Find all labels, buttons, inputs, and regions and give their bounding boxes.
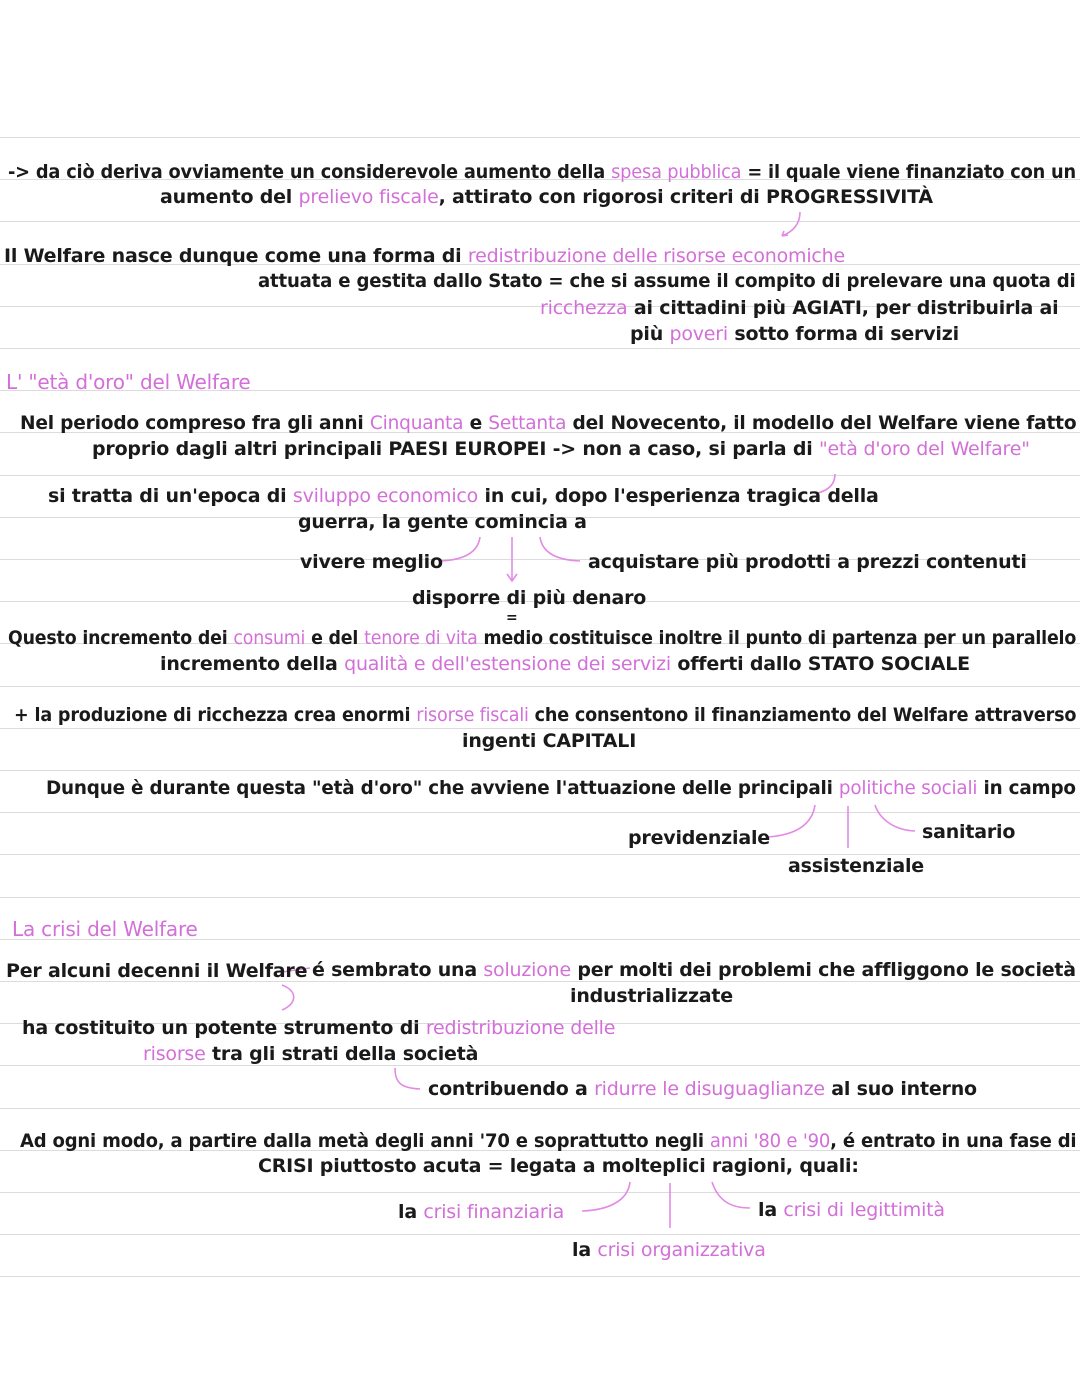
text-run: Il Welfare nasce dunque come una forma di bbox=[4, 245, 468, 267]
text-run: offerti dallo STATO SOCIALE bbox=[670, 653, 970, 675]
highlight-crisi-organizzativa: crisi organizzativa bbox=[597, 1239, 766, 1261]
text-run: del Novecento, il modello del Welfare viene fatto bbox=[566, 412, 1077, 434]
text-run: Ad ogni modo, a partire dalla metà degli anni '70 e soprattutto negli bbox=[20, 1130, 710, 1152]
arrow-previdenziale bbox=[768, 805, 815, 837]
text-run: , attirato con rigorosi criteri di PROGRESSIVITÀ bbox=[438, 186, 933, 208]
text-run: in campo bbox=[977, 777, 1076, 799]
text-line bbox=[46, 776, 1076, 800]
text-line bbox=[48, 484, 879, 508]
text-run: la bbox=[572, 1239, 598, 1261]
text-run: Questo incremento dei bbox=[8, 627, 234, 649]
text-line: sanitario bbox=[922, 821, 1016, 843]
text-line: industrializzate bbox=[570, 985, 733, 1007]
highlight-crisi-legittimita: crisi di legittimità bbox=[783, 1199, 945, 1221]
highlight-soluzione: soluzione bbox=[483, 959, 571, 981]
text-run: in cui, dopo l'esperienza tragica della bbox=[478, 485, 879, 507]
ruled-line bbox=[0, 1276, 1080, 1277]
text-run: al suo interno bbox=[824, 1078, 977, 1100]
text-line bbox=[8, 626, 1076, 650]
highlight-risorse: risorse bbox=[143, 1043, 206, 1065]
text-line: guerra, la gente comincia a bbox=[298, 511, 587, 533]
text-run: tra gli strati della società bbox=[205, 1043, 479, 1065]
text-line bbox=[143, 1042, 478, 1066]
text-run: la bbox=[758, 1199, 784, 1221]
ruled-line bbox=[0, 1192, 1080, 1193]
text-line: assistenziale bbox=[788, 855, 924, 877]
equals-sign: = bbox=[506, 610, 518, 626]
section-heading: La crisi del Welfare bbox=[12, 917, 198, 941]
text-line bbox=[4, 244, 845, 268]
text-run: é sembrato una bbox=[312, 959, 484, 981]
text-line bbox=[540, 296, 1058, 320]
text-line bbox=[428, 1077, 977, 1101]
ruled-line bbox=[0, 770, 1080, 771]
text-run: ai cittadini più AGIATI, per distribuirla ai bbox=[627, 297, 1059, 319]
text-run: e bbox=[463, 412, 489, 434]
ruled-line bbox=[0, 1108, 1080, 1109]
arrow-crisi-legittimita bbox=[712, 1182, 750, 1208]
highlight-spesa-pubblica: spesa pubblica bbox=[611, 161, 742, 183]
text-line bbox=[22, 1016, 615, 1040]
text-run: contribuendo a bbox=[428, 1078, 595, 1100]
arrow-acquistare bbox=[540, 537, 580, 561]
highlight-ricchezza: ricchezza bbox=[540, 297, 628, 319]
arrow-contribuendo bbox=[395, 1068, 420, 1089]
highlight-anni-80-90: anni '80 e '90 bbox=[709, 1130, 831, 1152]
text-run: + la produzione di ricchezza crea enormi bbox=[14, 704, 417, 726]
highlight-politiche-sociali: politiche sociali bbox=[838, 777, 978, 799]
text-line: previdenziale bbox=[628, 827, 770, 849]
text-run: sotto forma di servizi bbox=[727, 323, 959, 345]
text-line bbox=[160, 652, 970, 676]
text-run: medio costituisce inoltre il punto di partenza per un parallelo bbox=[477, 627, 1077, 649]
text-line bbox=[92, 437, 1030, 461]
text-line bbox=[20, 411, 1076, 435]
text-run: ha costituito un potente strumento di bbox=[22, 1017, 426, 1039]
highlight-crisi-finanziaria: crisi finanziaria bbox=[423, 1201, 565, 1223]
arrow-sanitario bbox=[875, 805, 915, 831]
text-run: Dunque è durante questa "età d'oro" che avviene l'attuazione delle principali bbox=[46, 777, 839, 799]
text-run: più bbox=[630, 323, 670, 345]
text-run: e del bbox=[305, 627, 365, 649]
ruled-line bbox=[0, 137, 1080, 138]
text-line: CRISI piuttosto acuta = legata a molteplici ragioni, quali: bbox=[258, 1155, 859, 1177]
ruled-line bbox=[0, 348, 1080, 349]
arrow-vivere-meglio bbox=[440, 537, 480, 561]
text-line bbox=[14, 703, 1076, 727]
arrow-welfare-2 bbox=[282, 985, 294, 1010]
text-line bbox=[8, 160, 1076, 184]
text-line bbox=[572, 1238, 766, 1262]
highlight-cinquanta: Cinquanta bbox=[369, 412, 464, 434]
ruled-line bbox=[0, 686, 1080, 687]
text-line: disporre di più denaro bbox=[412, 587, 647, 609]
text-run: -> da ciò deriva ovviamente un considerevole aumento della bbox=[8, 161, 612, 183]
highlight-ridurre-disuguaglianze: ridurre le disuguaglianze bbox=[594, 1078, 825, 1100]
arrow-disporre-head bbox=[507, 574, 517, 581]
text-run: la bbox=[398, 1201, 424, 1223]
text-run: Nel periodo compreso fra gli anni bbox=[20, 412, 370, 434]
arrow-crisi-finanziaria bbox=[582, 1182, 630, 1211]
highlight-poveri: poveri bbox=[669, 323, 728, 345]
ruled-line bbox=[0, 475, 1080, 476]
text-line bbox=[20, 1129, 1076, 1153]
section-heading: L' "età d'oro" del Welfare bbox=[6, 370, 251, 394]
highlight-prelievo-fiscale: prelievo fiscale bbox=[298, 186, 439, 208]
highlight-consumi: consumi bbox=[233, 627, 306, 649]
text-run: incremento della bbox=[160, 653, 345, 675]
highlight-eta-doro: "età d'oro del Welfare" bbox=[818, 438, 1030, 460]
ruled-line bbox=[0, 1234, 1080, 1235]
text-line: vivere meglio bbox=[300, 551, 443, 573]
text-run: proprio dagli altri principali PAESI EUROPEI -> non a caso, si parla di bbox=[92, 438, 819, 460]
text-line: Per alcuni decenni il Welfare bbox=[6, 960, 308, 982]
ruled-line bbox=[0, 897, 1080, 898]
text-run: , é entrato in una fase di bbox=[830, 1130, 1077, 1152]
highlight-settanta: Settanta bbox=[488, 412, 567, 434]
text-line: ingenti CAPITALI bbox=[462, 730, 637, 752]
text-line: attuata e gestita dallo Stato = che si assume il compito di prelevare una quota di bbox=[258, 270, 1076, 292]
highlight-risorse-fiscali: risorse fiscali bbox=[416, 704, 529, 726]
text-run: si tratta di un'epoca di bbox=[48, 485, 293, 507]
highlight-tenore-di-vita: tenore di vita bbox=[364, 627, 478, 649]
highlight-qualita-servizi: qualità e dell'estensione dei servizi bbox=[344, 653, 671, 675]
text-line bbox=[398, 1200, 564, 1224]
text-run: = il quale viene finanziato con un bbox=[741, 161, 1076, 183]
text-line bbox=[630, 322, 959, 346]
arrow-progressivita bbox=[782, 212, 800, 236]
highlight-sviluppo-economico: sviluppo economico bbox=[292, 485, 479, 507]
ruled-line bbox=[0, 812, 1080, 813]
text-run: che consentono il finanziamento del Welfare attraverso bbox=[528, 704, 1077, 726]
ruled-line bbox=[0, 221, 1080, 222]
highlight-redistribuzione-delle: redistribuzione delle bbox=[425, 1017, 616, 1039]
text-run: per molti dei problemi che affliggono le società bbox=[570, 959, 1076, 981]
text-run: aumento del bbox=[160, 186, 299, 208]
highlight-redistribuzione: redistribuzione delle risorse economiche bbox=[467, 245, 845, 267]
text-line bbox=[160, 185, 933, 209]
text-line bbox=[312, 958, 1076, 982]
text-line: acquistare più prodotti a prezzi contenuti bbox=[588, 551, 1027, 573]
text-line bbox=[758, 1198, 945, 1222]
